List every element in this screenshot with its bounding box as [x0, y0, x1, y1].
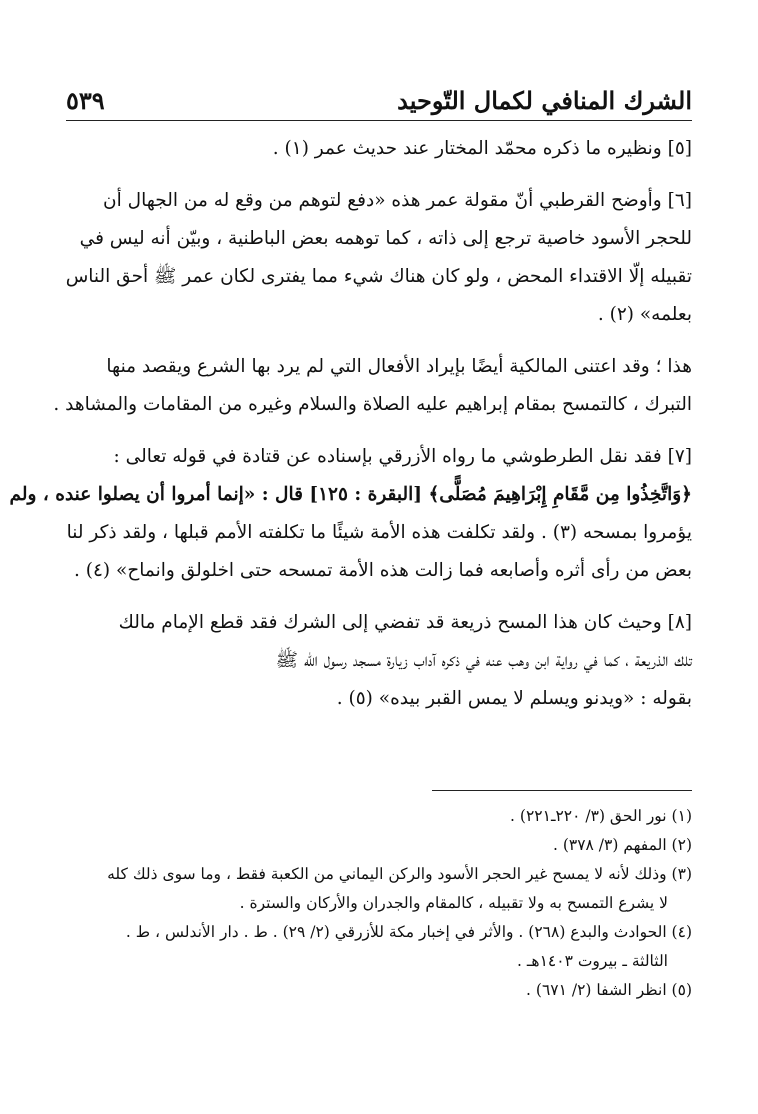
text-line: [٦] وأوضح القرطبي أنّ مقولة عمر هذه «دفع لتوهم من وقع له من الجهال أن [103, 190, 692, 211]
text-line: للحجر الأسود خاصية ترجع إلى ذاته ، كما توهمه بعض الباطنية ، وبيّن أنه ليس في [79, 228, 692, 249]
text-line: تقبيله إلّا الاقتداء المحض ، ولو كان هناك شيء مما يفترى لكان عمر ﷺ أحق الناس [65, 266, 692, 287]
footnotes [66, 802, 692, 1005]
text-line: [٨] وحيث كان هذا المسح ذريعة قد تفضي إلى الشرك فقد قطع الإمام مالك [118, 612, 692, 633]
paragraph-7 [9, 438, 692, 590]
paragraph-6 [66, 182, 692, 334]
text-line: التبرك ، كالتمسح بمقام إبراهيم عليه الصلاة والسلام وغيره من المقامات والمشاهد . [53, 394, 692, 415]
text-line: تلك الذريعة ، كما في رواية ابن وهب عنه في ذكره آداب زيارة مسجد رسول الله ﷺ [275, 650, 692, 671]
running-header [66, 80, 692, 121]
footnote-1: (١) نور الحق (٣/ ٢٢٠ـ٢٢١) . [510, 807, 692, 825]
paragraph-malikiyya [53, 348, 692, 424]
text-line: بعض من رأى أثره وأصابعه فما زالت هذه الأمة تمسحه حتى اخلولق وانماح» (٤) . [74, 560, 692, 581]
text-line: بقوله : «ويدنو ويسلم لا يمس القبر بيده» (٥) . [336, 688, 692, 709]
main-text [9, 130, 692, 732]
text-line: يؤمروا بمسحه (٣) . ولقد تكلفت هذه الأمة شيئًا ما تكلفته الأمم قبلها ، ولقد ذكر لنا [66, 522, 692, 543]
text-line: [٧] فقد نقل الطرطوشي ما رواه الأزرقي بإسناده عن قتادة في قوله تعالى : [113, 446, 692, 467]
running-title: الشرك المنافي لكمال التّوحيد [397, 85, 692, 115]
footnote-4-continued: الثالثة ـ بيروت ١٤٠٣هـ . [517, 952, 668, 970]
text-line: هذا ؛ وقد اعتنى المالكية أيضًا بإيراد الأفعال التي لم يرد بها الشرع ويقصد منها [106, 356, 692, 377]
text-line: بعلمه» (٢) . [597, 304, 692, 325]
page-number: ٥٣٩ [66, 85, 105, 115]
footnote-2: (٢) المفهم (٣/ ٣٧٨) . [552, 836, 692, 854]
quran-verse-line: ﴿وَاتَّخِذُوا مِن مَّقَامِ إِبْرَاهِيمَ مُصَلًّى﴾ [البقرة : ١٢٥] قال : «إنما أمروا أن يصلوا عنده ، ولم [9, 484, 692, 505]
footnote-3-continued: لا يشرع التمسح به ولا تقبيله ، كالمقام والجدران والأركان والسترة . [239, 894, 668, 912]
footnote-3: (٣) وذلك لأنه لا يمسح غير الحجر الأسود والركن اليماني من الكعبة فقط ، وما سوى ذلك كله [107, 865, 692, 883]
paragraph-8 [66, 604, 692, 718]
footnote-divider [432, 790, 692, 791]
text-line: [٥] ونظيره ما ذكره محمّد المختار عند حديث عمر (١) . [272, 138, 692, 159]
paragraph-5 [66, 130, 692, 168]
footnote-5: (٥) انظر الشفا (٢/ ٦٧١) . [526, 981, 692, 999]
footnote-4: (٤) الحوادث والبدع (٢٦٨) . والأثر في إخبار مكة للأزرقي (٢/ ٢٩) . ط . دار الأندلس ، ط . [125, 923, 692, 941]
